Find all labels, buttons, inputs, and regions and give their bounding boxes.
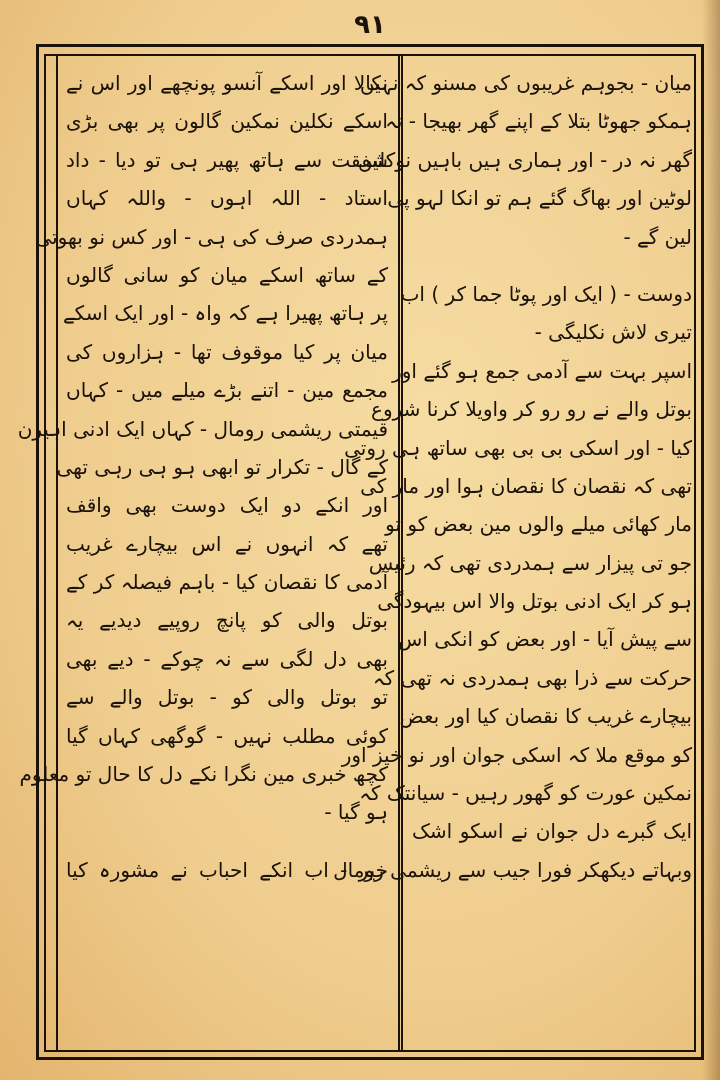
text-line: استاد - اللہ اہوں - واللہ کہاں (66, 186, 388, 211)
text-line: کیا - اور اسکی بی بی بھی ساتھ ہی روتی (344, 435, 692, 460)
text-line: خیر - اب انکے احباب نے مشورہ کیا (66, 857, 388, 882)
left-text-column (17, 64, 388, 889)
text-line: ہمکو جھوٹا بتلا کے اپنے گھر بھیجا - نہ (385, 109, 692, 134)
text-line: اور انکے دو ایک دوست بھی واقف (66, 493, 388, 518)
text-line: تو بوتل والی کو - بوتل والے سے (66, 685, 388, 710)
text-line: تیری لاش نکلیگی - (534, 320, 692, 345)
text-line: میان - بجوہم غریبوں کی مسنو کہ نہیں (359, 71, 692, 95)
text-line: کوئی مطلب نہیں - گوگھی کہاں گیا (66, 723, 388, 748)
text-line: کے ساتھ اسکے میان کو سانی گالوں (66, 262, 388, 287)
text-line: حرکت سے ذرا بھی ہمدردی نہ تھی کہ (372, 665, 692, 690)
text-line: بیچارے غریب کا نقصان کیا اور بعض (399, 704, 692, 729)
text-line: لوٹین اور بھاگ گئے ہم تو انکا لہو پی (387, 186, 692, 211)
text-line: ہمدردی صرف کی ہی - اور کس نو بھوتی (35, 224, 388, 249)
scan-edge-shadow (702, 0, 720, 1080)
text-line: تھی کہ نقصان کا نقصان ہوا اور مار کی (360, 473, 692, 498)
text-line: بھی دل لگی سے نہ چوکے - دیے بھی (66, 646, 388, 671)
text-line: قیمتی ریشمی رومال - کہاں ایک ادنی اہیرن (17, 416, 388, 441)
text-line: جو تی پیزار سے ہمدردی تھی کہ رئیس (368, 550, 692, 575)
text-line: بوتل والے نے رو رو کر واویلا کرنا شروع (371, 397, 692, 422)
text-line: ایک گبرے دل جوان نے اسکو اشک (412, 819, 692, 844)
text-line: بوتل والی کو پانچ روپیے دیدیے یہ (66, 608, 388, 633)
text-line: نکالا اور اسکے آنسو پونچھے اور اس نے (66, 71, 388, 95)
text-line: ہو گیا - (324, 800, 388, 825)
text-line: کو موقع ملا کہ اسکی جوان اور نو خیز اور (341, 742, 692, 767)
text-line: اسپر بہت سے آدمی جمع ہو گئے اور (392, 358, 692, 383)
text-line: ہو کر ایک ادنی بوتل والا اس بیہودگی (377, 589, 692, 614)
left-margin-rule (56, 54, 58, 1052)
text-line: گھر نہ در - اور ہماری ہیں باہیں نوکلیں (357, 147, 692, 172)
text-line: مجمع مین - اتنے بڑے میلے میں - کہاں (66, 378, 388, 403)
text-line: مار کھائی میلے والوں مین بعض کو تو (385, 512, 692, 537)
text-line: پر ہاتھ پھیرا ہے کہ واہ - اور ایک اسکے (62, 301, 388, 326)
text-line: آدمی کا نقصان کیا - باہم فیصلہ کر کے (66, 570, 388, 595)
page-number: ۹۱ (354, 10, 386, 40)
text-line: سے پیش آیا - اور بعض کو انکی اس (397, 627, 692, 652)
text-line: شفقت سے ہاتھ پھیر ہی تو دیا - داد (66, 147, 388, 172)
text-line: اسکے نکلین نمکین گالون پر بھی بڑی (66, 109, 388, 134)
text-line: دوست - ( ایک اور پوٹا جما کر ) اب (400, 281, 692, 306)
text-line: کے گال - تکرار تو ابھی ہو ہی رہی تھی (56, 454, 388, 479)
text-line: لین گے - (623, 224, 692, 249)
text-line: نمکین عورت کو گھور رہیں - سیانتک کہ (359, 781, 692, 806)
text-line: میان پر کیا موقوف تھا - ہزاروں کی (66, 339, 388, 364)
text-line: وبہاتے دیکھکر فورا جیب سے ریشمی رومال (333, 857, 692, 882)
text-line: تھے کہ انہوں نے اس بیچارے غریب (66, 531, 388, 556)
text-line: کچھ خبری مین نگرا نکے دل کا حال تو معلوم (19, 762, 388, 787)
